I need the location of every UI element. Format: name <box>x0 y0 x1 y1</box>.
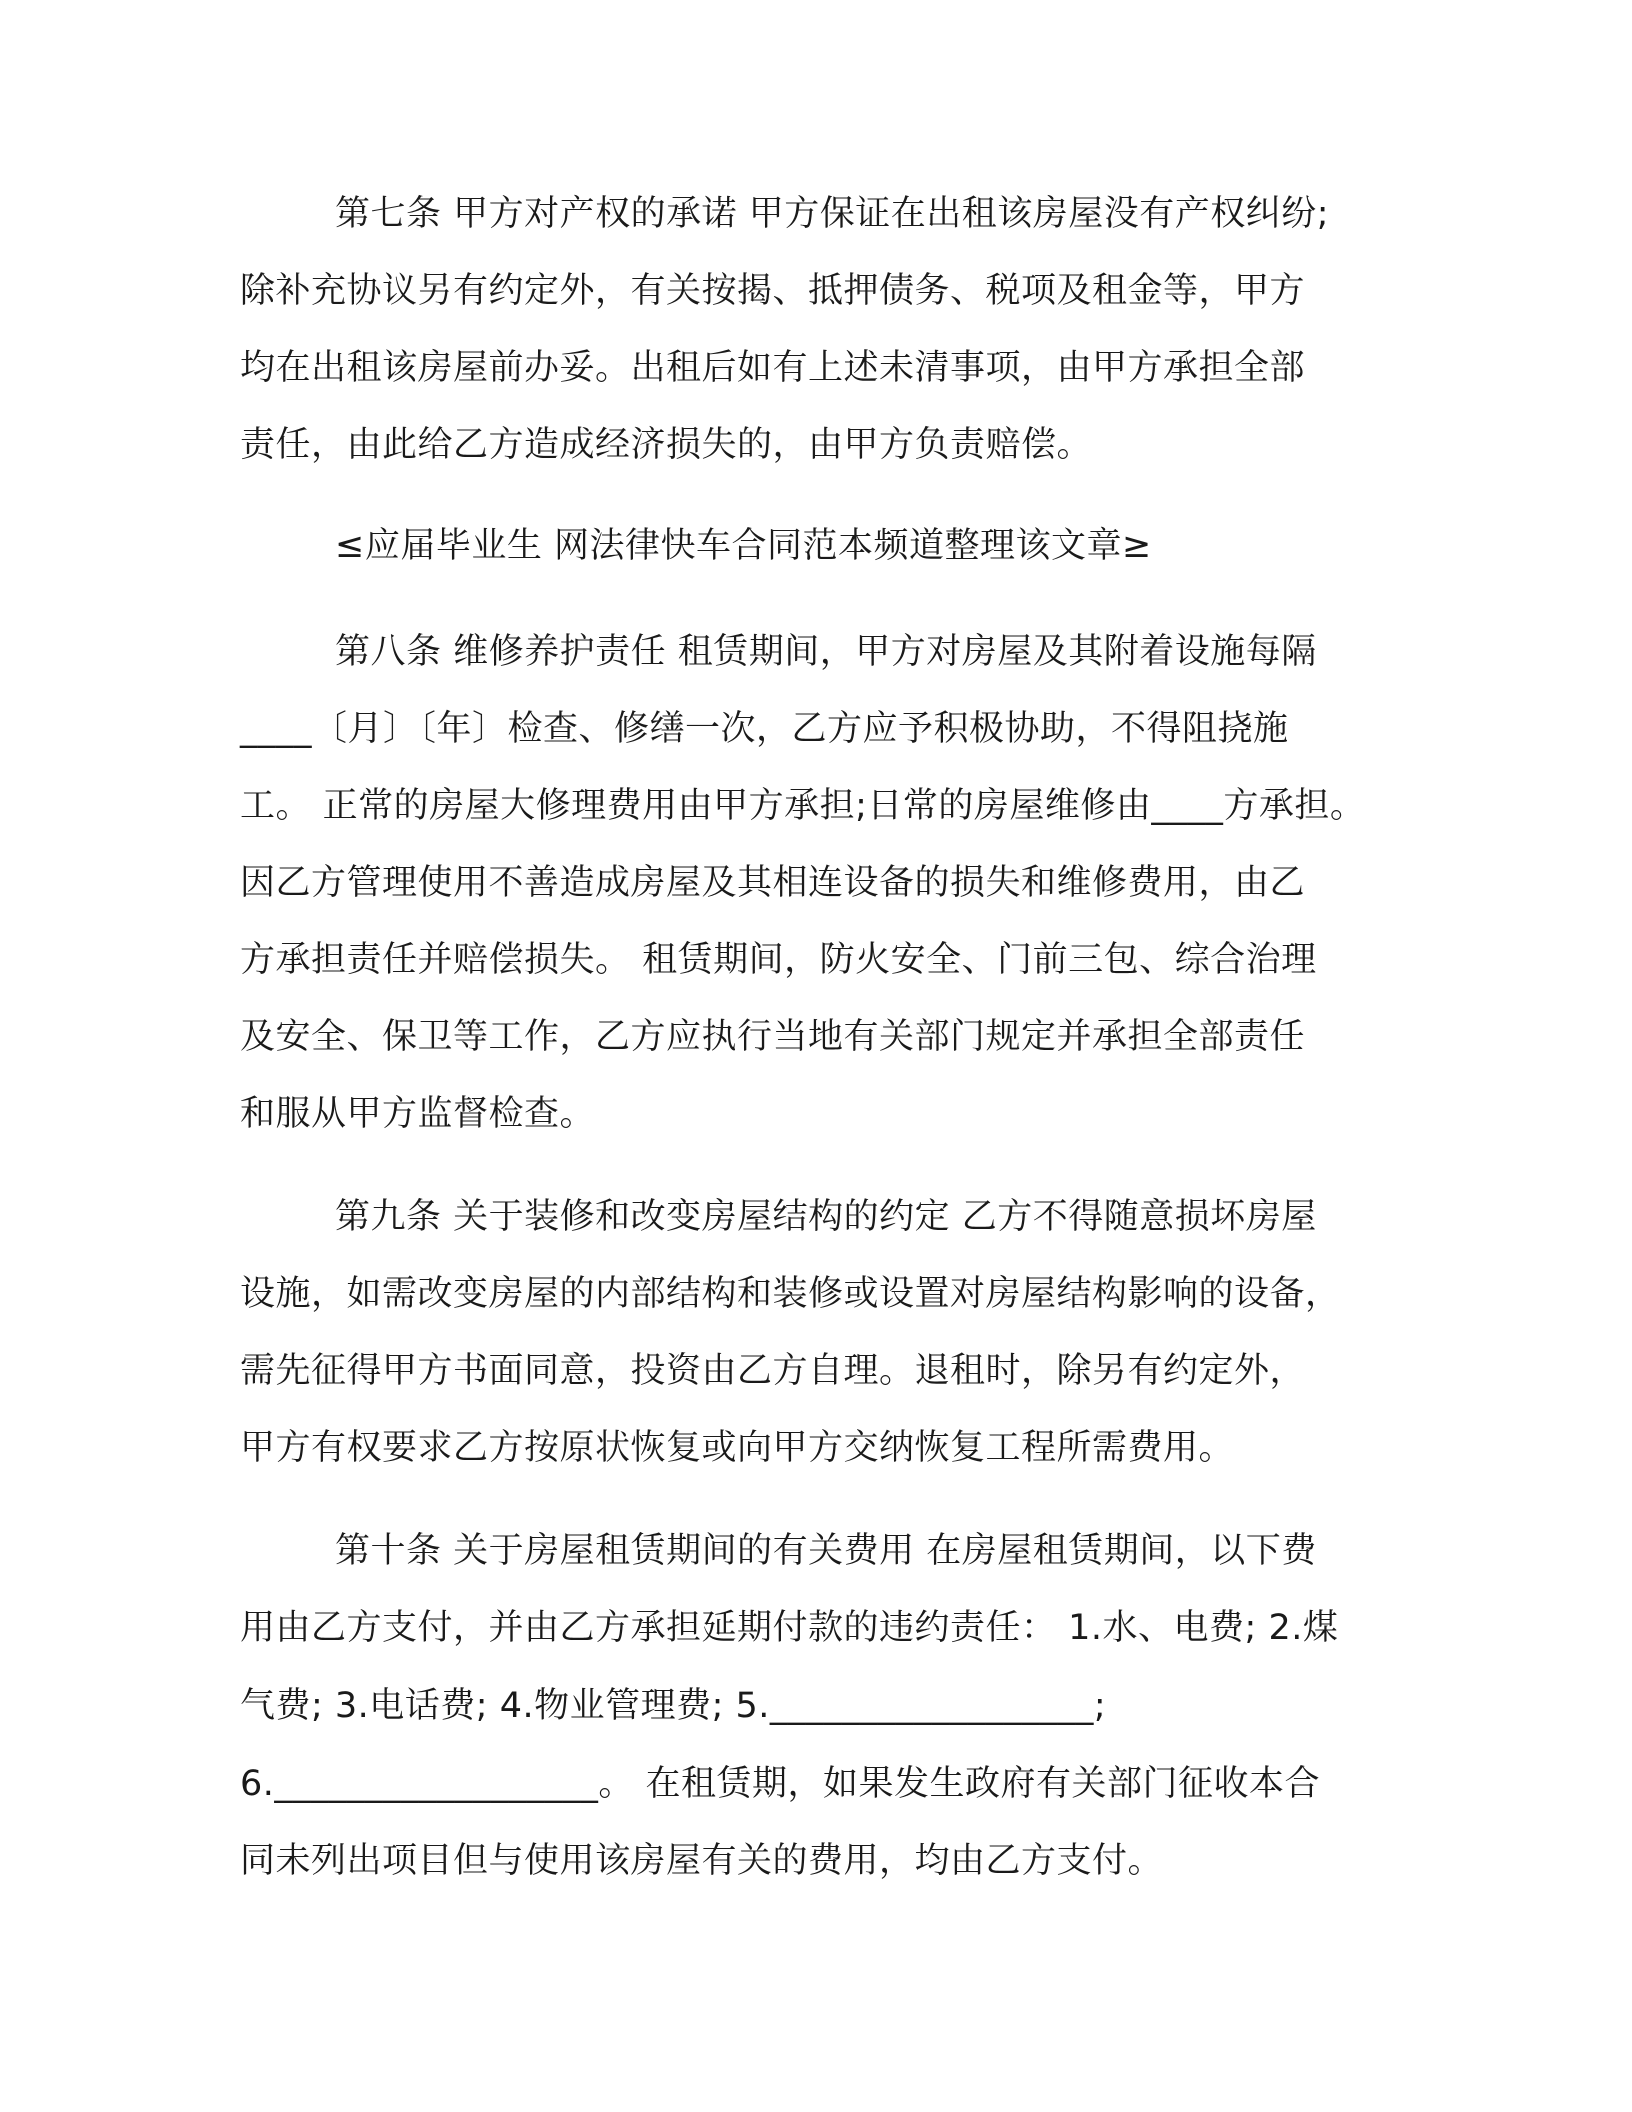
article-8-line-6: 及安全、保卫等工作，乙方应执行当地有关部门规定并承担全部责任 <box>240 1017 1306 1057</box>
article-9-line-1: 第九条 关于装修和改变房屋结构的约定 乙方不得随意损坏房屋 <box>335 1197 1317 1237</box>
article-10-line-4: 6.__________________。 在租赁期，如果发生政府有关部门征收本合 <box>240 1764 1321 1804</box>
article-8-line-4: 因乙方管理使用不善造成房屋及其相连设备的损失和维修费用，由乙 <box>240 863 1306 903</box>
article-10-line-1: 第十条 关于房屋租赁期间的有关费用 在房屋租赁期间，以下费 <box>335 1531 1317 1571</box>
source-note: ≤应届毕业生 网法律快车合同范本频道整理该文章≥ <box>335 526 1152 566</box>
article-10-line-5: 同未列出项目但与使用该房屋有关的费用，均由乙方支付。 <box>240 1841 1164 1881</box>
article-9-line-2: 设施，如需改变房屋的内部结构和装修或设置对房屋结构影响的设备， <box>240 1274 1341 1314</box>
article-9-line-4: 甲方有权要求乙方按原状恢复或向甲方交纳恢复工程所需费用。 <box>240 1428 1235 1468</box>
article-7-line-1: 第七条 甲方对产权的承诺 甲方保证在出租该房屋没有产权纠纷; <box>335 194 1330 234</box>
article-10-line-2: 用由乙方支付，并由乙方承担延期付款的违约责任： 1.水、电费; 2.煤 <box>240 1608 1339 1648</box>
article-8-line-7: 和服从甲方监督检查。 <box>240 1094 596 1134</box>
article-7-line-3: 均在出租该房屋前办妥。出租后如有上述未清事项，由甲方承担全部 <box>240 348 1306 388</box>
article-10-line-3: 气费; 3.电话费; 4.物业管理费; 5.__________________; <box>240 1686 1107 1726</box>
article-8-line-3: 工。 正常的房屋大修理费用由甲方承担;日常的房屋维修由____方承担。 <box>240 786 1366 826</box>
article-9-line-3: 需先征得甲方书面同意，投资由乙方自理。退租时，除另有约定外， <box>240 1351 1306 1391</box>
article-8-line-5: 方承担责任并赔偿损失。 租赁期间，防火安全、门前三包、综合治理 <box>240 940 1317 980</box>
article-8-line-1: 第八条 维修养护责任 租赁期间，甲方对房屋及其附着设施每隔 <box>335 632 1317 672</box>
article-7-line-4: 责任，由此给乙方造成经济损失的，由甲方负责赔偿。 <box>240 425 1093 465</box>
article-8-line-2: ____〔月〕〔年〕检查、修缮一次，乙方应予积极协助，不得阻挠施 <box>240 709 1289 749</box>
article-7-line-2: 除补充协议另有约定外，有关按揭、抵押债务、税项及租金等，甲方 <box>240 271 1306 311</box>
